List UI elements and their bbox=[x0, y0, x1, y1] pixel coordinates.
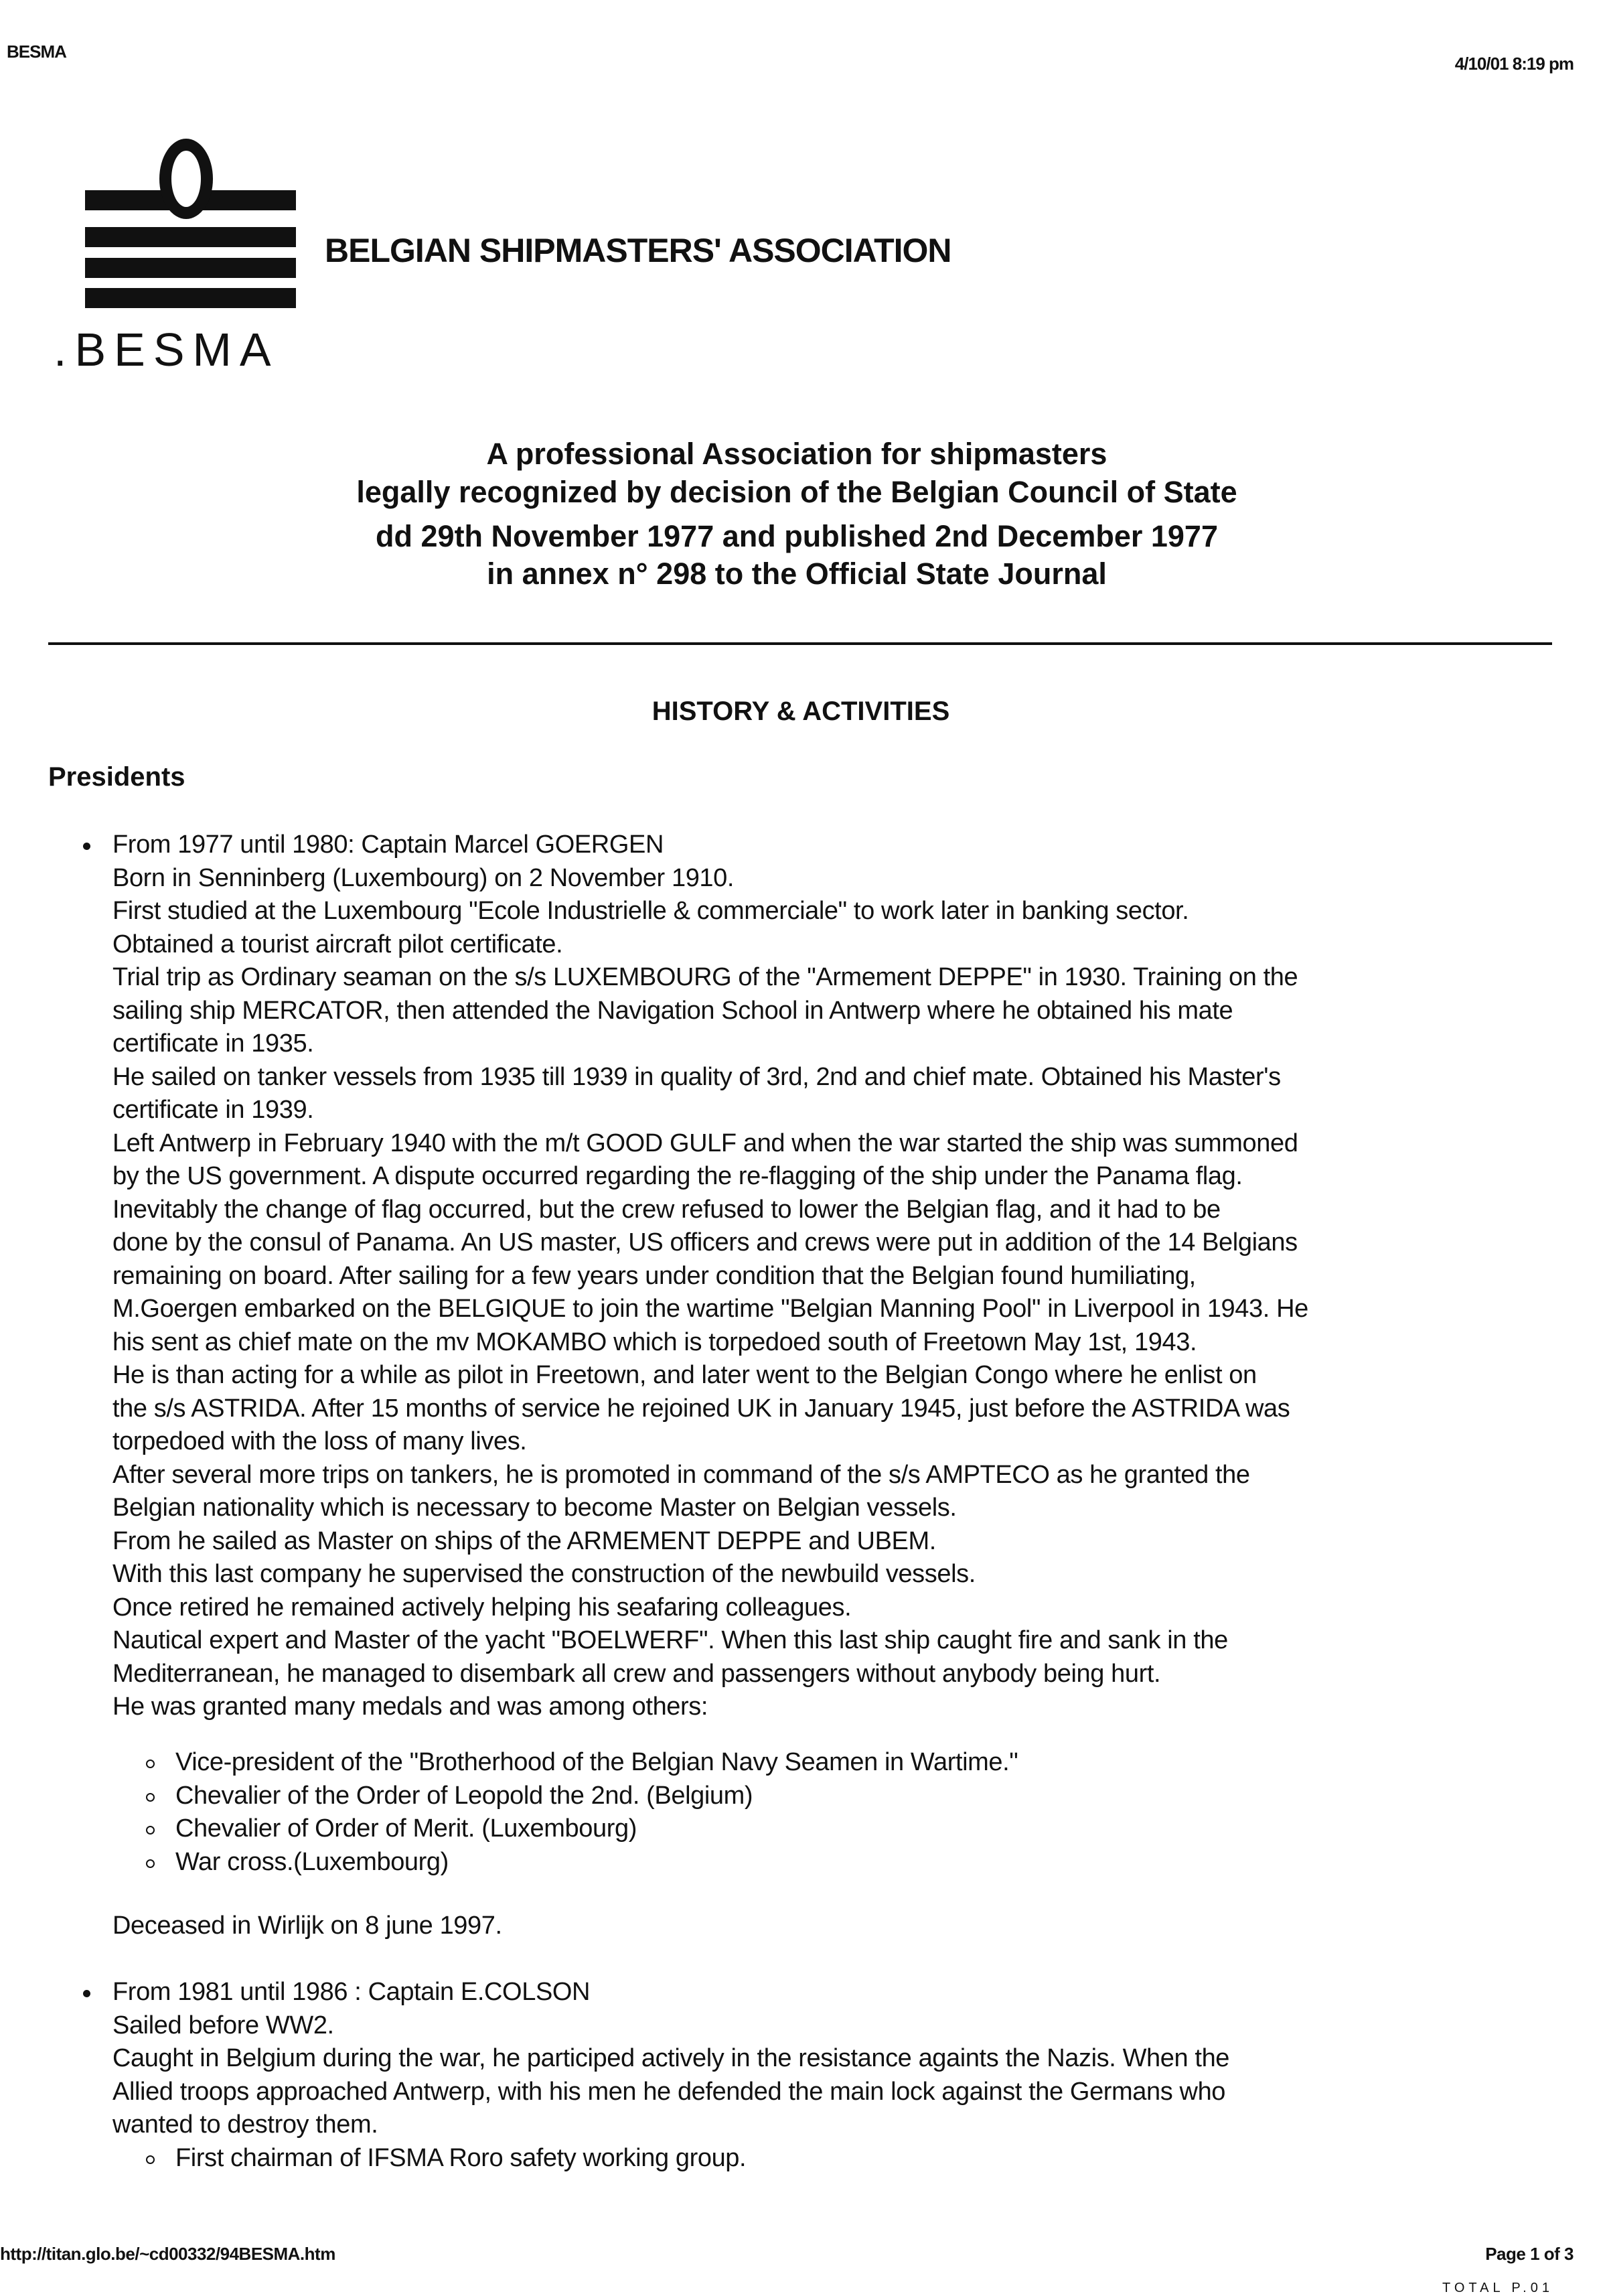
paragraph-line: First studied at the Luxembourg "Ecole Industrielle & commerciale" to work later in banking sector. bbox=[112, 897, 1189, 925]
fax-total: TOTAL P.01 bbox=[1442, 2281, 1553, 2295]
divider bbox=[48, 642, 1552, 645]
subtitle-line: dd 29th November 1977 and published 2nd December 1977 bbox=[376, 519, 1218, 553]
paragraph-line: He sailed on tanker vessels from 1935 till 1939 in quality of 3rd, 2nd and chief mate. Obtained his Master's bbox=[112, 1062, 1281, 1091]
paragraph-line: done by the consul of Panama. An US master, US officers and crews were put in addition of the 14 Belgians bbox=[112, 1228, 1298, 1257]
paragraph-line: Born in Senninberg (Luxembourg) on 2 November 1910. bbox=[112, 863, 735, 892]
paragraph-line: wanted to destroy them. bbox=[112, 2110, 378, 2139]
section-title: HISTORY & ACTIVITIES bbox=[652, 697, 950, 726]
paragraph-line: Mediterranean, he managed to disembark all crew and passengers without anybody being hurt. bbox=[112, 1659, 1161, 1688]
paragraph-line: After several more trips on tankers, he is promoted in command of the s/s AMPTECO as he granted the bbox=[112, 1460, 1250, 1489]
honour-item: Chevalier of Order of Merit. (Luxembourg) bbox=[0, 1812, 1607, 1846]
subsection-title: Presidents bbox=[48, 762, 185, 792]
paragraph-line: He was granted many medals and was among others: bbox=[112, 1693, 708, 1721]
footer-url: http://titan.glo.be/~cd00332/94BESMA.htm bbox=[0, 2244, 335, 2264]
header-date: 4/10/01 8:19 pm bbox=[1454, 54, 1574, 74]
header-site-name: BESMA bbox=[7, 42, 66, 62]
paragraph-line: Trial trip as Ordinary seaman on the s/s LUXEMBOURG of the "Armement DEPPE" in 1930. Training on the bbox=[112, 963, 1298, 991]
paragraph-line: Obtained a tourist aircraft pilot certificate. bbox=[112, 930, 563, 958]
paragraph-line: the s/s ASTRIDA. After 15 months of service he rejoined UK in January 1945, just before the ASTRIDA was bbox=[112, 1394, 1290, 1423]
paragraph-line: Left Antwerp in February 1940 with the m/t GOOD GULF and when the war started the ship was summoned bbox=[112, 1129, 1298, 1157]
ring-icon bbox=[159, 139, 213, 219]
paragraph-line: Caught in Belgium during the war, he participed actively in the resistance againts the Nazis. When the bbox=[112, 2044, 1230, 2072]
logo-text: .BESMA bbox=[54, 324, 279, 376]
paragraph-line: Inevitably the change of flag occurred, but the crew refused to lower the Belgian flag, and it had to be bbox=[112, 1195, 1221, 1224]
honours-list bbox=[0, 1746, 1607, 1879]
president-heading: From 1981 until 1986 : Captain E.COLSON bbox=[0, 1976, 1607, 2009]
paragraph-line: certificate in 1935. bbox=[112, 1029, 314, 1058]
deceased-note: Deceased in Wirlijk on 8 june 1997. bbox=[112, 1912, 502, 1940]
subtitle-line: legally recognized by decision of the Belgian Council of State bbox=[356, 475, 1237, 509]
paragraph-line: From he sailed as Master on ships of the ARMEMENT DEPPE and UBEM. bbox=[112, 1526, 936, 1555]
paragraph-line: Once retired he remained actively helping his seafaring colleagues. bbox=[112, 1593, 852, 1622]
paragraph-line: Nautical expert and Master of the yacht "BOELWERF". When this last ship caught fire and sank in the bbox=[112, 1626, 1228, 1654]
paragraph-line: With this last company he supervised the construction of the newbuild vessels. bbox=[112, 1560, 976, 1588]
paragraph-line: sailing ship MERCATOR, then attended the Navigation School in Antwerp where he obtained his mate bbox=[112, 996, 1233, 1025]
subtitle-line: in annex n° 298 to the Official State Journal bbox=[487, 557, 1107, 591]
honour-item: Vice-president of the "Brotherhood of the Belgian Navy Seamen in Wartime." bbox=[0, 1746, 1607, 1780]
organization-name: BELGIAN SHIPMASTERS' ASSOCIATION bbox=[325, 232, 951, 269]
paragraph-line: M.Goergen embarked on the BELGIQUE to join the wartime "Belgian Manning Pool" in Liverpool in 1943. He bbox=[112, 1295, 1308, 1323]
honour-item: War cross.(Luxembourg) bbox=[0, 1846, 1607, 1879]
paragraph-line: Belgian nationality which is necessary to become Master on Belgian vessels. bbox=[112, 1494, 957, 1522]
paragraph-line: by the US government. A dispute occurred regarding the re-flagging of the ship under the Panama flag. bbox=[112, 1162, 1243, 1190]
paragraph-line: Sailed before WW2. bbox=[112, 2011, 334, 2039]
paragraph-line: his sent as chief mate on the mv MOKAMBO which is torpedoed south of Freetown May 1st, 1943. bbox=[112, 1328, 1197, 1356]
paragraph-line: remaining on board. After sailing for a few years under condition that the Belgian found humiliating, bbox=[112, 1261, 1196, 1290]
honour-item: Chevalier of the Order of Leopold the 2nd. (Belgium) bbox=[0, 1780, 1607, 1813]
president-heading: From 1977 until 1980: Captain Marcel GOERGEN bbox=[0, 829, 1607, 862]
paragraph-line: torpedoed with the loss of many lives. bbox=[112, 1427, 527, 1455]
president-entry-1 bbox=[0, 829, 1607, 1724]
president-entry-2 bbox=[0, 1976, 1607, 2175]
paragraph-line: Allied troops approached Antwerp, with his men he defended the main lock against the Germans who bbox=[112, 2077, 1226, 2106]
honour-item: First chairman of IFSMA Roro safety working group. bbox=[0, 2142, 1607, 2175]
paragraph-line: certificate in 1939. bbox=[112, 1096, 314, 1124]
paragraph-line: He is than acting for a while as pilot in Freetown, and later went to the Belgian Congo where he enlist on bbox=[112, 1361, 1257, 1389]
footer-page-number: Page 1 of 3 bbox=[1485, 2244, 1574, 2264]
subtitle-line: A professional Association for shipmasters bbox=[486, 437, 1107, 471]
